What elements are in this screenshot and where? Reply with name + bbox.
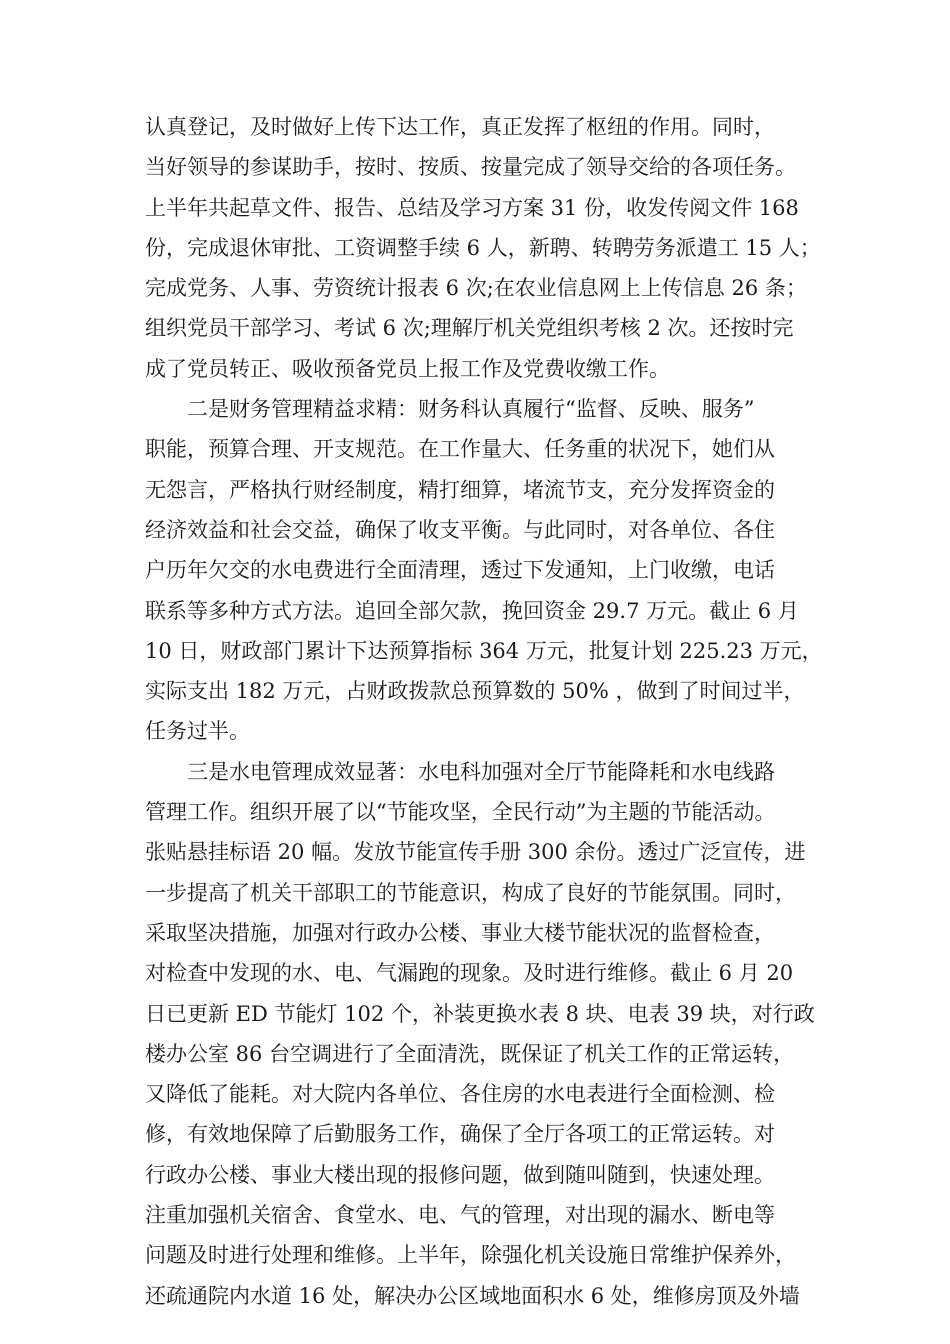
text-line: 职能，预算合理、开支规范。在工作量大、任务重的状况下，她们从	[145, 437, 775, 462]
text-line: 采取坚决措施，加强对行政办公楼、事业大楼节能状况的监督检查，	[145, 920, 775, 945]
text-line: 完成党务、人事、劳资统计报表 6 次;在农业信息网上上传信息 26 条；	[145, 276, 807, 301]
paragraph-office-work	[145, 107, 821, 389]
text-line: 联系等多种方式方法。追回全部欠款，挽回资金 29.7 万元。截止 6 月	[145, 598, 799, 623]
text-line: 又降低了能耗。对大院内各单位、各住房的水电表进行全面检测、检	[145, 1082, 775, 1107]
text-line: 无怨言，严格执行财经制度，精打细算，堵流节支，充分发挥资金的	[145, 477, 775, 502]
text-line: 任务过半。	[145, 719, 250, 744]
text-line: 上半年共起草文件、报告、总结及学习方案 31 份，收发传阅文件 168	[145, 195, 799, 220]
text-line: 还疏通院内水道 16 处，解决办公区域地面积水 6 处，维修房顶及外墙	[145, 1283, 800, 1308]
text-line: 对检查中发现的水、电、气漏跑的现象。及时进行维修。截止 6 月 20	[145, 961, 794, 986]
text-line: 认真登记，及时做好上传下达工作，真正发挥了枢纽的作用。同时，	[145, 115, 775, 139]
text-line: 楼办公室 86 台空调进行了全面清洗，既保证了机关工作的正常运转，	[145, 1041, 795, 1066]
text-line: 管理工作。组织开展了以“节能攻坚，全民行动”为主题的节能活动。	[145, 800, 776, 825]
text-line: 注重加强机关宿舍、食堂水、电、气的管理，对出现的漏水、断电等	[145, 1203, 775, 1228]
text-line: 10 日，财政部门累计下达预算指标 364 万元，批复计划 225.23 万元，	[145, 638, 823, 663]
text-line: 实际支出 182 万元，占财政拨款总预算数的 50% ，做到了时间过半，	[145, 679, 805, 704]
paragraph-finance-management	[145, 389, 823, 752]
text-line: 修，有效地保障了后勤服务工作，确保了全厅各项工的正常运转。对	[145, 1122, 775, 1147]
text-line: 日已更新 ED 节能灯 102 个，补装更换水表 8 块、电表 39 块，对行政	[145, 1001, 815, 1026]
text-line: 组织党员干部学习、考试 6 次;理解厅机关党组织考核 2 次。还按时完	[145, 316, 794, 341]
document-body	[145, 107, 823, 1316]
paragraph-utility-management	[145, 752, 815, 1316]
text-line: 份，完成退休审批、工资调整手续 6 人，新聘、转聘劳务派遣工 15 人；	[145, 235, 821, 260]
text-line: 张贴悬挂标语 20 幅。发放节能宣传手册 300 余份。透过广泛宣传，进	[145, 840, 806, 865]
text-line: 问题及时进行处理和维修。上半年，除强化机关设施日常维护保养外，	[145, 1243, 796, 1268]
text-line: 二是财务管理精益求精：财务科认真履行“监督、反映、服务”	[187, 397, 755, 422]
text-line: 成了党员转正、吸收预备党员上报工作及党费收缴工作。	[145, 356, 670, 381]
text-line: 一步提高了机关干部职工的节能意识，构成了良好的节能氛围。同时，	[145, 880, 796, 905]
text-line: 户历年欠交的水电费进行全面清理，透过下发通知，上门收缴，电话	[145, 558, 775, 583]
text-line: 当好领导的参谋助手，按时、按质、按量完成了领导交给的各项任务。	[145, 155, 796, 180]
text-line: 三是水电管理成效显著：水电科加强对全厅节能降耗和水电线路	[187, 759, 775, 784]
text-line: 经济效益和社会交益，确保了收支平衡。与此同时，对各单位、各住	[145, 517, 775, 542]
text-line: 行政办公楼、事业大楼出现的报修问题，做到随叫随到，快速处理。	[145, 1162, 775, 1187]
